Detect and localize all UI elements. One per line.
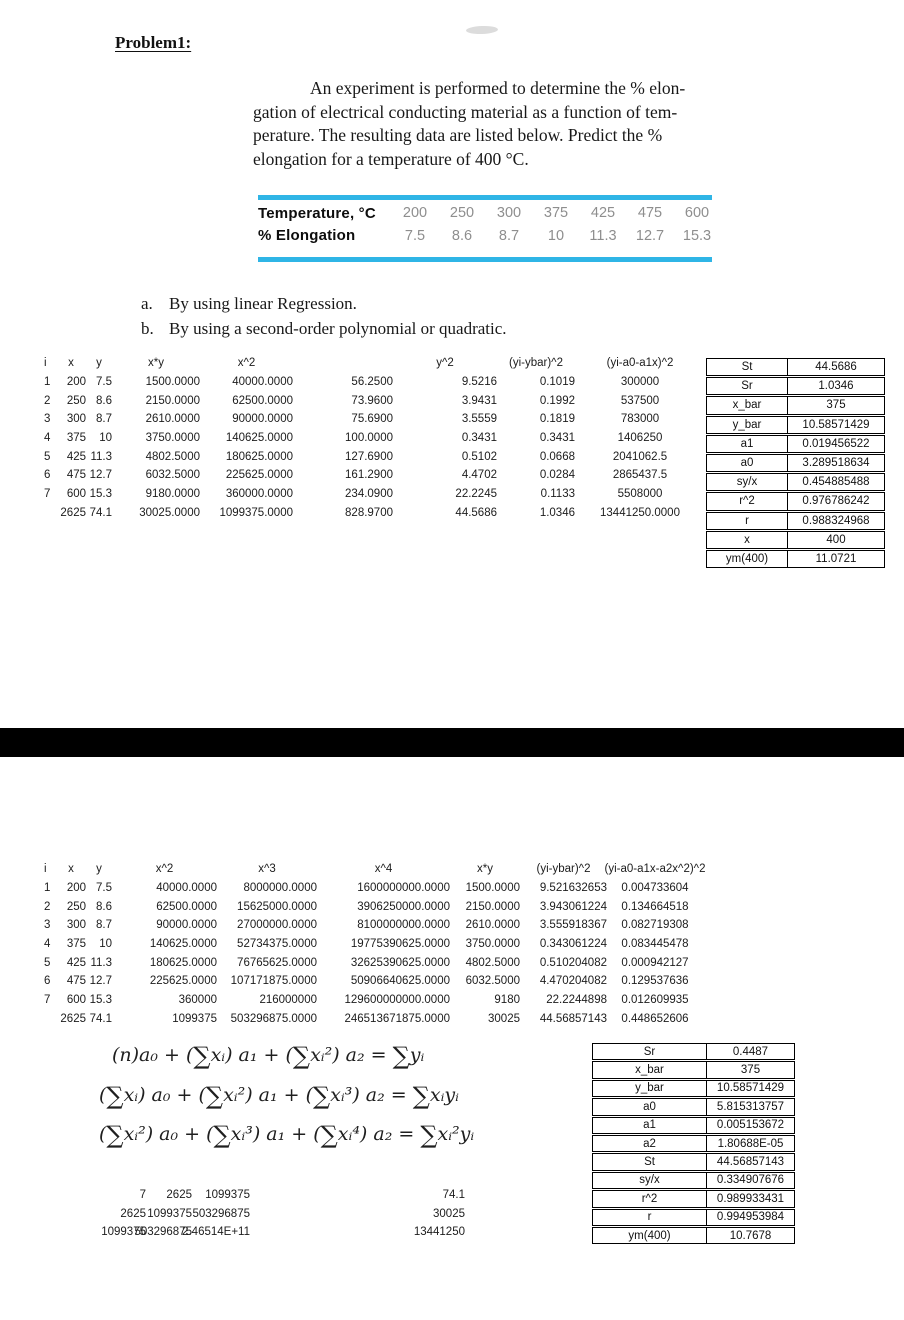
cell: 0.3431: [539, 432, 575, 445]
summary-value: 10.58571429: [716, 1082, 785, 1095]
cell: 0.1133: [540, 488, 575, 501]
cell: 3750.0000: [145, 432, 200, 445]
summary-row: [706, 396, 885, 414]
column-header: y: [96, 357, 102, 370]
cell: 4802.5000: [145, 450, 200, 463]
page-separator-band: [0, 728, 904, 757]
value-cell: 300: [496, 205, 522, 222]
sigma-symbol: ∑: [213, 1121, 231, 1149]
summary-value: 375: [740, 1064, 761, 1077]
matrix-cell: 2625: [166, 1189, 192, 1201]
cell: 4.4702: [461, 469, 497, 482]
cell: 2610.0000: [145, 413, 200, 426]
summary-label: St: [707, 359, 788, 375]
cell: 30025.0000: [139, 506, 200, 519]
column-header: y^2: [436, 357, 454, 370]
cell: 246513671875.0000: [344, 1012, 450, 1025]
item-text: By using a second-order polynomial or quadratic.: [169, 318, 507, 338]
summary-label: ym(400): [707, 551, 788, 567]
summary-value: 10.58571429: [802, 418, 870, 431]
sigma-symbol: ∑: [392, 1042, 410, 1070]
cell: 375: [66, 432, 86, 445]
value-cell: 200: [402, 205, 428, 222]
summary-row: [592, 1080, 795, 1097]
cell: 537500: [620, 394, 660, 407]
cell: 22.2245: [455, 488, 497, 501]
summary-row: [592, 1227, 795, 1244]
value-cell: 7.5: [404, 227, 426, 244]
summary-label: ym(400): [593, 1228, 707, 1243]
summary-row: [592, 1209, 795, 1226]
cell: 40000.0000: [156, 882, 217, 895]
cell: 2865437.5: [612, 469, 668, 482]
cell: 9180.0000: [145, 488, 200, 501]
summary-value: 44.5686: [815, 361, 857, 374]
column-header: (yi-a0-a1x)^2: [606, 357, 674, 370]
summary-label: x_bar: [593, 1062, 707, 1077]
quadratic-regression-results: [592, 1043, 795, 1245]
summary-row: [706, 377, 885, 395]
summary-label: a0: [707, 455, 788, 471]
matrix-cell: 7: [139, 1189, 146, 1201]
summary-value: 0.4487: [732, 1045, 769, 1058]
sigma-symbol: ∑: [106, 1121, 124, 1149]
cell: 8.7: [96, 919, 112, 932]
cell: 0.012609935: [621, 994, 689, 1007]
matrix-cell: 1099375: [205, 1189, 250, 1201]
summary-value: 11.0721: [815, 552, 857, 565]
summary-value: 0.019456522: [802, 437, 870, 450]
cell: 3.943061224: [539, 900, 607, 913]
cell: 6032.5000: [145, 469, 200, 482]
cell: 7.5: [96, 376, 112, 389]
cell: 8.6: [96, 394, 112, 407]
summary-row: [592, 1098, 795, 1115]
summary-value: 44.56857143: [716, 1156, 785, 1169]
cell: 0.1992: [539, 394, 575, 407]
value-cell: 8.6: [451, 227, 473, 244]
cell: 3.555918367: [539, 919, 607, 932]
cell: 0.082719308: [621, 919, 689, 932]
cell: 225625.0000: [225, 469, 293, 482]
cell: 9180: [494, 994, 520, 1007]
linear-regression-results: [706, 358, 885, 569]
cell: 0.0284: [539, 469, 575, 482]
paragraph-line: gation of electrical conducting material as a function of tem-: [253, 101, 678, 122]
cell: 44.56857143: [539, 1012, 607, 1025]
summary-row: [706, 531, 885, 549]
value-cell: 11.3: [589, 227, 617, 244]
summary-value: 1.0346: [818, 380, 854, 393]
cell: 1099375.0000: [219, 506, 293, 519]
summary-label: sy/x: [593, 1173, 707, 1188]
row-label: Temperature, °C: [258, 204, 376, 222]
cell: 1099375: [172, 1012, 217, 1025]
cell: 6: [44, 975, 51, 988]
summary-label: Sr: [593, 1044, 707, 1059]
summary-value: 375: [826, 399, 846, 412]
summary-label: y_bar: [593, 1081, 707, 1096]
cell: 0.343061224: [539, 938, 607, 951]
cell: 161.2900: [345, 469, 393, 482]
summary-label: r: [593, 1210, 707, 1225]
cell: 40000.0000: [232, 376, 293, 389]
summary-value: 1.80688E-05: [717, 1137, 784, 1150]
table-bottom-rule: [258, 257, 712, 262]
column-header: y: [96, 863, 102, 876]
summary-row: [592, 1061, 795, 1078]
cell: 1600000000.0000: [357, 882, 450, 895]
cell: 0.448652606: [621, 1012, 689, 1025]
column-header: i: [44, 863, 47, 876]
cell: 300: [66, 919, 86, 932]
cell: 1.0346: [539, 506, 575, 519]
summary-label: r^2: [593, 1191, 707, 1206]
cell: 180625.0000: [149, 956, 217, 969]
cell: 76765625.0000: [237, 956, 317, 969]
cell: 0.129537636: [621, 975, 689, 988]
summary-value: 0.454885488: [802, 476, 870, 489]
cell: 0.004733604: [621, 882, 689, 895]
cell: 600: [66, 488, 86, 501]
cell: 140625.0000: [149, 938, 217, 951]
cell: 10: [99, 938, 112, 951]
cell: 425: [66, 450, 86, 463]
summary-value: 400: [826, 533, 846, 546]
value-cell: 375: [543, 205, 569, 222]
matrix-cell: 1099375: [147, 1208, 192, 1220]
column-header: x^2: [155, 863, 174, 876]
cell: 8.6: [96, 900, 112, 913]
cell: 5: [44, 956, 51, 969]
cell: 11.3: [90, 450, 112, 463]
value-cell: 12.7: [635, 227, 665, 244]
cell: 73.9600: [351, 394, 393, 407]
list-item: [141, 317, 507, 342]
cell: 27000000.0000: [237, 919, 317, 932]
summary-label: a2: [593, 1136, 707, 1151]
cell: 1500.0000: [465, 882, 520, 895]
cell: 0.1819: [539, 413, 575, 426]
cell: 62500.0000: [232, 394, 293, 407]
summary-row: [706, 435, 885, 453]
cell: 375: [66, 938, 86, 951]
matrix-cell: 13441250: [413, 1226, 465, 1238]
value-cell: 600: [684, 205, 710, 222]
cell: 7: [44, 994, 51, 1007]
sigma-symbol: ∑: [292, 1042, 311, 1070]
summary-label: r: [707, 513, 788, 529]
cell: 4: [44, 432, 51, 445]
summary-row: [592, 1172, 795, 1189]
summary-value: 0.988324968: [802, 514, 870, 527]
cell: 74.1: [89, 1012, 112, 1025]
column-header: [293, 354, 393, 373]
value-cell: 15.3: [682, 227, 712, 244]
matrix-cell: 503296875: [192, 1208, 250, 1220]
summary-label: a0: [593, 1099, 707, 1114]
cell: 0.510204082: [539, 956, 607, 969]
cell: 2150.0000: [145, 394, 200, 407]
cell: 3: [44, 413, 51, 426]
summary-row: [592, 1153, 795, 1170]
cell: 52734375.0000: [237, 938, 317, 951]
cell: 129600000000.0000: [344, 994, 450, 1007]
matrix-cell: 74.1: [442, 1189, 465, 1201]
cell: 1: [44, 882, 51, 895]
summary-row: [592, 1043, 795, 1060]
measure-row: [258, 225, 720, 248]
cell: 250: [66, 394, 86, 407]
column-header: (yi-a0-a1x-a2x^2)^2: [604, 863, 706, 876]
matrix-cell: 2625: [120, 1208, 146, 1220]
column-header: x: [68, 863, 74, 876]
cell: 8000000.0000: [243, 882, 317, 895]
row-values: [392, 228, 720, 244]
column-header: i: [44, 357, 47, 370]
column-header: (yi-ybar)^2: [536, 863, 591, 876]
cell: 90000.0000: [156, 919, 217, 932]
cell: 2: [44, 900, 51, 913]
summary-row: [592, 1190, 795, 1207]
cell: [44, 1010, 56, 1029]
column-header: x^4: [374, 863, 393, 876]
summary-label: St: [593, 1154, 707, 1169]
cell: 300000: [620, 376, 660, 389]
cell: 0.0668: [539, 450, 575, 463]
matrix-cell: 2.46514E+11: [182, 1226, 250, 1238]
cell: 7: [44, 488, 51, 501]
cell: 1: [44, 376, 51, 389]
quadratic-regression-worksheet: [44, 860, 706, 1028]
summary-label: sy/x: [707, 474, 788, 490]
cell: 2625: [60, 506, 86, 519]
cell: 44.5686: [455, 506, 497, 519]
cell: 0.5102: [461, 450, 497, 463]
cell: 0.000942127: [621, 956, 689, 969]
cell: 0.134664518: [621, 900, 689, 913]
column-header: x^3: [258, 863, 276, 876]
item-marker: b.: [141, 318, 154, 338]
cell: 8.7: [96, 413, 112, 426]
row-values: [392, 205, 720, 221]
equation: (∑xᵢ²) a₀ + (∑xᵢ³) a₁ + (∑xᵢ⁴) a₂ = ∑xᵢ²yᵢ: [99, 1121, 475, 1149]
sigma-symbol: ∑: [412, 1082, 430, 1110]
cell: 2625: [60, 1012, 86, 1025]
summary-label: y_bar: [707, 417, 788, 433]
cell: 1406250: [617, 432, 663, 445]
cell: 600: [66, 994, 86, 1007]
summary-row: [592, 1117, 795, 1134]
cell: 250: [66, 900, 86, 913]
cell: 90000.0000: [232, 413, 293, 426]
summary-value: 10.7678: [729, 1229, 772, 1242]
cell: 127.6900: [345, 450, 393, 463]
cell: 4: [44, 938, 51, 951]
equation: (∑xᵢ) a₀ + (∑xᵢ²) a₁ + (∑xᵢ³) a₂ = ∑xᵢyᵢ: [99, 1082, 459, 1110]
cell: 2041062.5: [612, 450, 668, 463]
temperature-elongation-table: [258, 202, 720, 247]
paragraph-line: perature. The resulting data are listed below. Predict the %: [253, 125, 663, 145]
cell: 216000000: [259, 994, 317, 1007]
summary-value: 0.989933431: [716, 1192, 785, 1205]
summary-label: x_bar: [707, 397, 788, 413]
cell: 234.0900: [345, 488, 393, 501]
sigma-symbol: ∑: [420, 1121, 438, 1149]
list-item: [141, 292, 507, 317]
paragraph-line: elongation for a temperature of 400 °C.: [253, 148, 529, 169]
cell: 8100000000.0000: [357, 919, 450, 932]
matrix-cell: 503296875: [134, 1226, 192, 1238]
summary-value: 0.334907676: [716, 1174, 785, 1187]
column-header: x*y: [148, 357, 164, 370]
cell: 7.5: [96, 882, 112, 895]
sigma-symbol: ∑: [320, 1121, 338, 1149]
cell: 13441250.0000: [600, 506, 680, 519]
value-cell: 250: [449, 205, 475, 222]
cell: 75.6900: [351, 413, 393, 426]
paragraph-line: An experiment is performed to determine the % elon-: [310, 78, 686, 98]
cell: 4802.5000: [465, 956, 520, 969]
cell: 2610.0000: [465, 919, 520, 932]
cell: 425: [66, 956, 86, 969]
cell: 783000: [620, 413, 660, 426]
cell: 475: [66, 469, 86, 482]
value-cell: 8.7: [498, 227, 520, 244]
cell: 15.3: [89, 994, 112, 1007]
column-header: x*y: [477, 863, 493, 876]
column-header: x^2: [237, 357, 256, 370]
summary-row: [706, 473, 885, 491]
summary-row: [592, 1135, 795, 1152]
value-cell: 425: [590, 205, 616, 222]
cell: 6: [44, 469, 51, 482]
column-header: x: [68, 357, 74, 370]
cell: 3.9431: [461, 394, 497, 407]
summary-value: 5.815313757: [716, 1100, 785, 1113]
cell: 15625000.0000: [237, 900, 317, 913]
cell: 0.1019: [539, 376, 575, 389]
cell: 30025: [488, 1012, 520, 1025]
summary-row: [706, 550, 885, 568]
cell: 140625.0000: [225, 432, 293, 445]
cell: 50906640625.0000: [350, 975, 450, 988]
matrix-cell: 30025: [433, 1208, 465, 1220]
cell: 56.2500: [351, 376, 393, 389]
row-label: % Elongation: [258, 227, 356, 245]
cell: 62500.0000: [156, 900, 217, 913]
summary-row: [706, 358, 885, 376]
item-text: By using linear Regression.: [169, 294, 357, 313]
sigma-symbol: ∑: [205, 1082, 224, 1110]
cell: 100.0000: [345, 432, 393, 445]
equation: (n)a₀ + (∑xᵢ) a₁ + (∑xᵢ²) a₂ = ∑yᵢ: [112, 1042, 425, 1070]
cell: [44, 504, 56, 523]
summary-value: 0.005153672: [716, 1119, 785, 1132]
cell: 3: [44, 919, 51, 932]
problem-statement: [253, 77, 725, 171]
cell: 1500.0000: [145, 376, 200, 389]
cell: 15.3: [89, 488, 112, 501]
cell: 12.7: [89, 469, 112, 482]
value-cell: 10: [547, 227, 565, 244]
cell: 360000: [178, 994, 217, 1007]
summary-label: r^2: [707, 493, 788, 509]
cell: 0.083445478: [621, 938, 689, 951]
summary-row: [706, 492, 885, 510]
cell: 32625390625.0000: [350, 956, 450, 969]
summary-value: 0.976786242: [802, 495, 870, 508]
cell: 6032.5000: [465, 975, 520, 988]
cell: 3750.0000: [465, 938, 520, 951]
cell: 9.521632653: [539, 882, 607, 895]
item-marker: a.: [141, 294, 153, 313]
cell: 22.2244898: [546, 994, 607, 1007]
cell: 200: [66, 882, 86, 895]
cell: 200: [66, 376, 86, 389]
column-header: (yi-ybar)^2: [509, 357, 563, 370]
scan-artifact: [466, 25, 498, 34]
cell: 9.5216: [461, 376, 497, 389]
cell: 3906250000.0000: [357, 900, 450, 913]
sigma-symbol: ∑: [313, 1082, 331, 1110]
linear-regression-worksheet: [44, 354, 705, 522]
summary-row: [706, 416, 885, 434]
cell: 2: [44, 394, 51, 407]
summary-label: a1: [593, 1118, 707, 1133]
cell: 360000.0000: [225, 488, 293, 501]
summary-label: a1: [707, 436, 788, 452]
problem-title: Problem1:: [115, 33, 192, 52]
cell: 5: [44, 450, 51, 463]
summary-value: 3.289518634: [802, 457, 870, 470]
cell: 2150.0000: [465, 900, 520, 913]
cell: 3.5559: [461, 413, 497, 426]
summary-label: Sr: [707, 378, 788, 394]
matrix-cell: 1099375: [101, 1226, 146, 1238]
sigma-symbol: ∑: [193, 1042, 211, 1070]
summary-row: [706, 512, 885, 530]
cell: 828.9700: [345, 506, 393, 519]
cell: 19775390625.0000: [350, 938, 450, 951]
cell: 107171875.0000: [230, 975, 317, 988]
value-cell: 475: [637, 205, 663, 222]
cell: 12.7: [89, 975, 112, 988]
cell: 0.3431: [461, 432, 497, 445]
summary-label: x: [707, 532, 788, 548]
cell: 5508000: [617, 488, 663, 501]
table-top-rule: [258, 195, 712, 200]
cell: 11.3: [90, 956, 112, 969]
sigma-symbol: ∑: [106, 1082, 124, 1110]
cell: 10: [99, 432, 112, 445]
cell: 4.470204082: [539, 975, 607, 988]
cell: 475: [66, 975, 86, 988]
summary-value: 0.994953984: [716, 1211, 785, 1224]
cell: 225625.0000: [149, 975, 217, 988]
measure-row: [258, 202, 720, 225]
cell: 503296875.0000: [230, 1012, 317, 1025]
cell: 74.1: [89, 506, 112, 519]
cell: 180625.0000: [225, 450, 293, 463]
question-list: [141, 292, 507, 341]
summary-row: [706, 454, 885, 472]
cell: 300: [66, 413, 86, 426]
